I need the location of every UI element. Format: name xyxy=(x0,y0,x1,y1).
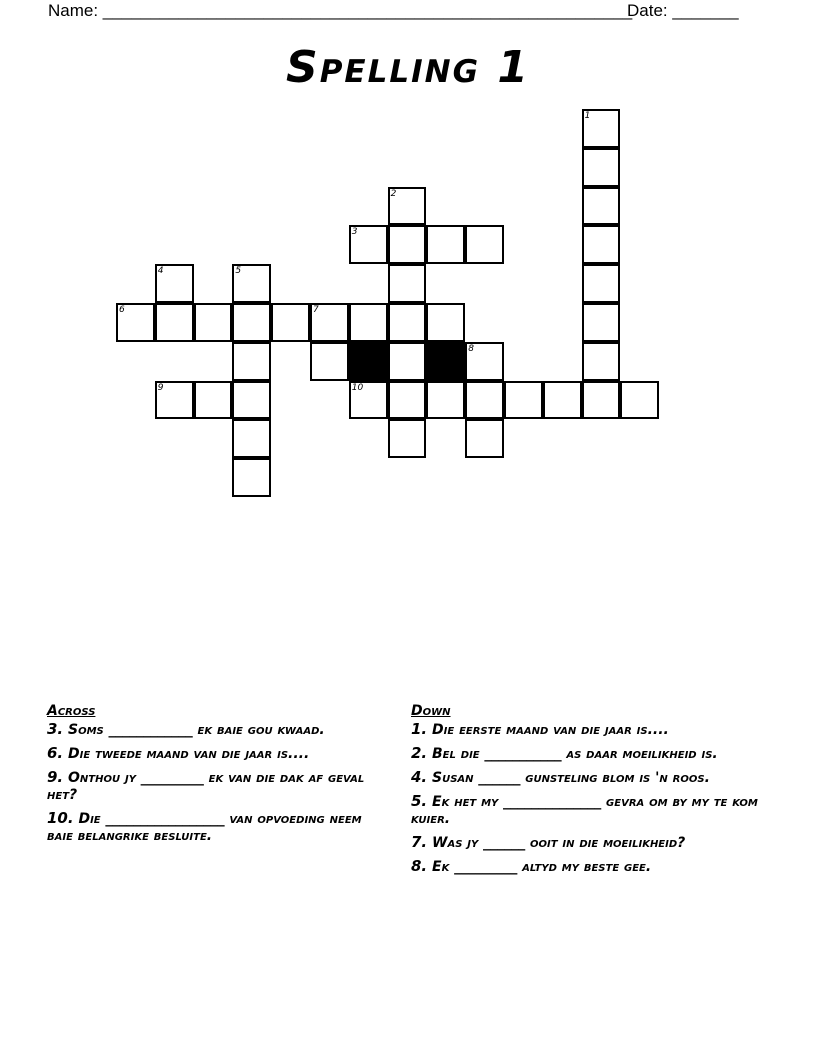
clue-text: Die _________________ van opvoeding neem baie belangrike besluite. xyxy=(47,811,362,844)
grid-cell[interactable] xyxy=(504,381,543,420)
clue-number: 9. xyxy=(47,768,64,786)
grid-cell[interactable] xyxy=(232,458,271,497)
clue-number: 1. xyxy=(411,720,428,738)
clue-across-9 xyxy=(47,769,377,804)
cell-number: 4 xyxy=(157,266,164,277)
down-heading: Down xyxy=(411,703,451,719)
grid-cell[interactable] xyxy=(582,148,621,187)
cell-number: 9 xyxy=(157,382,164,393)
clue-number: 2. xyxy=(411,744,428,762)
cell-number: 5 xyxy=(235,266,242,277)
grid-cell[interactable] xyxy=(582,225,621,264)
grid-cell[interactable] xyxy=(582,109,621,148)
clue-text: Bel die ___________ as daar moeilikheid is. xyxy=(432,746,718,762)
grid-cell[interactable] xyxy=(465,342,504,381)
across-clues xyxy=(47,703,377,851)
grid-cell[interactable] xyxy=(310,303,349,342)
clue-number: 10. xyxy=(47,809,74,827)
grid-cell[interactable] xyxy=(155,381,194,420)
grid-cell[interactable] xyxy=(155,264,194,303)
blocked-cell xyxy=(426,342,465,381)
clue-down-8 xyxy=(411,858,761,876)
cell-number: 6 xyxy=(119,305,125,315)
clue-number: 5. xyxy=(411,792,428,810)
date-field: Date: _______ xyxy=(627,1,739,20)
cell-number: 1 xyxy=(584,111,591,121)
clue-text: Susan ______ gunsteling blom is 'n roos. xyxy=(432,770,710,786)
clue-down-5 xyxy=(411,793,761,828)
grid-cell[interactable] xyxy=(465,381,504,420)
crossword-grid xyxy=(117,110,662,500)
clue-text: Die tweede maand van die jaar is.... xyxy=(68,746,310,762)
clue-number: 8. xyxy=(411,857,428,875)
grid-cell[interactable] xyxy=(543,381,582,420)
clue-down-1 xyxy=(411,721,761,739)
clue-number: 7. xyxy=(411,833,428,851)
clue-text: Onthou jy _________ ek van die dak af geval het? xyxy=(47,770,365,803)
clue-text: Die eerste maand van die jaar is.... xyxy=(432,722,669,738)
grid-cell[interactable] xyxy=(388,419,427,458)
grid-cell[interactable] xyxy=(582,303,621,342)
grid-cell[interactable] xyxy=(582,342,621,381)
grid-cell[interactable] xyxy=(426,225,465,264)
clue-across-10 xyxy=(47,810,377,845)
grid-cell[interactable] xyxy=(232,342,271,381)
page-title: Spelling 1 xyxy=(286,42,530,93)
grid-cell[interactable] xyxy=(426,303,465,342)
grid-cell[interactable] xyxy=(194,303,233,342)
grid-cell[interactable] xyxy=(426,381,465,420)
blocked-cell xyxy=(349,342,388,381)
grid-cell[interactable] xyxy=(232,419,271,458)
clue-down-7 xyxy=(411,834,761,852)
cell-number: 10 xyxy=(351,382,364,393)
grid-cell[interactable] xyxy=(388,342,427,381)
clue-text: Ek het my ______________ gevra om by my te kom kuier. xyxy=(411,794,758,827)
clue-number: 6. xyxy=(47,744,64,762)
clue-number: 4. xyxy=(411,768,428,786)
grid-cell[interactable] xyxy=(388,187,427,226)
grid-cell[interactable] xyxy=(194,381,233,420)
cell-number: 3 xyxy=(351,227,358,238)
grid-cell[interactable] xyxy=(388,303,427,342)
grid-cell[interactable] xyxy=(465,225,504,264)
grid-cell[interactable] xyxy=(465,419,504,458)
clue-down-2 xyxy=(411,745,761,763)
cell-number: 7 xyxy=(313,305,319,315)
grid-cell[interactable] xyxy=(349,225,388,264)
grid-cell[interactable] xyxy=(310,342,349,381)
cell-number: 2 xyxy=(390,188,397,199)
down-clues xyxy=(411,703,761,882)
grid-cell[interactable] xyxy=(349,381,388,420)
grid-cell[interactable] xyxy=(388,225,427,264)
clue-text: Ek _________ altyd my beste gee. xyxy=(432,859,652,875)
grid-cell[interactable] xyxy=(232,264,271,303)
grid-cell[interactable] xyxy=(388,264,427,303)
clue-text: Was jy ______ ooit in die moeilikheid? xyxy=(432,835,686,851)
grid-cell[interactable] xyxy=(116,303,155,342)
cell-number: 8 xyxy=(468,343,474,354)
across-heading: Across xyxy=(47,703,96,719)
grid-cell[interactable] xyxy=(582,264,621,303)
grid-cell[interactable] xyxy=(232,303,271,342)
name-field: Name: ________________________________________________________ xyxy=(48,1,633,20)
grid-cell[interactable] xyxy=(582,187,621,226)
grid-cell[interactable] xyxy=(620,381,659,420)
grid-cell[interactable] xyxy=(388,381,427,420)
clue-number: 3. xyxy=(47,720,64,738)
grid-cell[interactable] xyxy=(582,381,621,420)
grid-cell[interactable] xyxy=(155,303,194,342)
clue-across-3 xyxy=(47,721,377,739)
grid-cell[interactable] xyxy=(349,303,388,342)
clue-text: Soms ____________ ek baie gou kwaad. xyxy=(68,722,325,738)
grid-cell[interactable] xyxy=(232,381,271,420)
grid-cell[interactable] xyxy=(271,303,310,342)
clue-down-4 xyxy=(411,769,761,787)
clue-across-6 xyxy=(47,745,377,763)
